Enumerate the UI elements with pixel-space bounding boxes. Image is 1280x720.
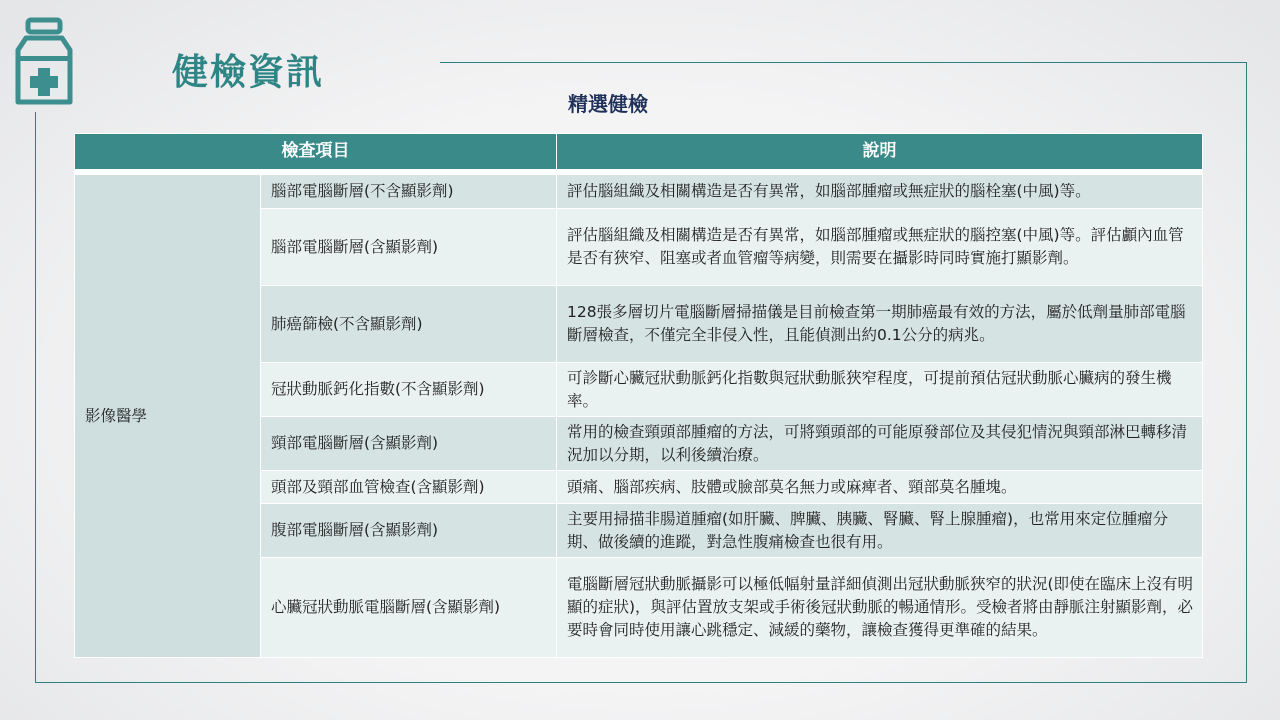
description-cell: 主要用掃描非腸道腫瘤(如肝臟、脾臟、胰臟、腎臟、腎上腺腫瘤)，也常用來定位腫瘤分期、做後續的進蹤，對急性腹痛檢查也很有用。: [557, 504, 1203, 558]
frame-line-right: [1246, 62, 1247, 682]
description-cell: 128張多層切片電腦斷層掃描儀是目前檢查第一期肺癌最有效的方法，屬於低劑量肺部電腦斷層檢查，不僅完全非侵入性，且能偵測出約0.1公分的病兆。: [557, 286, 1203, 363]
description-cell: 常用的檢查頸頭部腫瘤的方法，可將頸頭部的可能原發部位及其侵犯情況與頸部淋巴轉移清況加以分期，以利後續治療。: [557, 417, 1203, 471]
section-subtitle: 精選健檢: [568, 92, 648, 116]
frame-line-top: [440, 62, 1246, 63]
item-cell: 頭部及頸部血管檢查(含顯影劑): [261, 471, 557, 504]
item-cell: 肺癌篩檢(不含顯影劑): [261, 286, 557, 363]
item-cell: 腹部電腦斷層(含顯影劑): [261, 504, 557, 558]
table-row: [75, 175, 1203, 209]
category-cell: 影像醫學: [75, 175, 261, 658]
table-header-row: [75, 134, 1203, 170]
item-cell: 腦部電腦斷層(不含顯影劑): [261, 175, 557, 209]
item-cell: 冠狀動脈鈣化指數(不含顯影劑): [261, 363, 557, 417]
description-cell: 評估腦組織及相關構造是否有異常，如腦部腫瘤或無症狀的腦控塞(中風)等。評估顱內血管是否有狹窄、阻塞或者血管瘤等病變，則需要在攝影時同時實施打顯影劑。: [557, 209, 1203, 286]
description-cell: 頭痛、腦部疾病、肢體或臉部莫名無力或麻痺者、頸部莫名腫塊。: [557, 471, 1203, 504]
column-header-description: 說明: [557, 134, 1203, 170]
medicine-bottle-icon: [12, 16, 76, 108]
frame-line-left: [35, 112, 36, 683]
frame-line-bottom: [35, 682, 1247, 683]
health-checkup-table: [74, 133, 1203, 658]
page-title: 健檢資訊: [172, 52, 325, 93]
description-cell: 電腦斷層冠狀動脈攝影可以極低幅射量詳細偵測出冠狀動脈狹窄的狀況(即使在臨床上沒有明顯的症狀)，與評估置放支架或手術後冠狀動脈的暢通情形。受檢者將由靜脈注射顯影劑，必要時會同時使用讓心跳穩定、減緩的藥物，讓檢查獲得更準確的結果。: [557, 558, 1203, 658]
column-header-item: 檢查項目: [75, 134, 557, 170]
item-cell: 腦部電腦斷層(含顯影劑): [261, 209, 557, 286]
item-cell: 心臟冠狀動脈電腦斷層(含顯影劑): [261, 558, 557, 658]
description-cell: 評估腦組織及相關構造是否有異常，如腦部腫瘤或無症狀的腦栓塞(中風)等。: [557, 175, 1203, 209]
description-cell: 可診斷心臟冠狀動脈鈣化指數與冠狀動脈狹窄程度，可提前預估冠狀動脈心臟病的發生機率。: [557, 363, 1203, 417]
item-cell: 頸部電腦斷層(含顯影劑): [261, 417, 557, 471]
